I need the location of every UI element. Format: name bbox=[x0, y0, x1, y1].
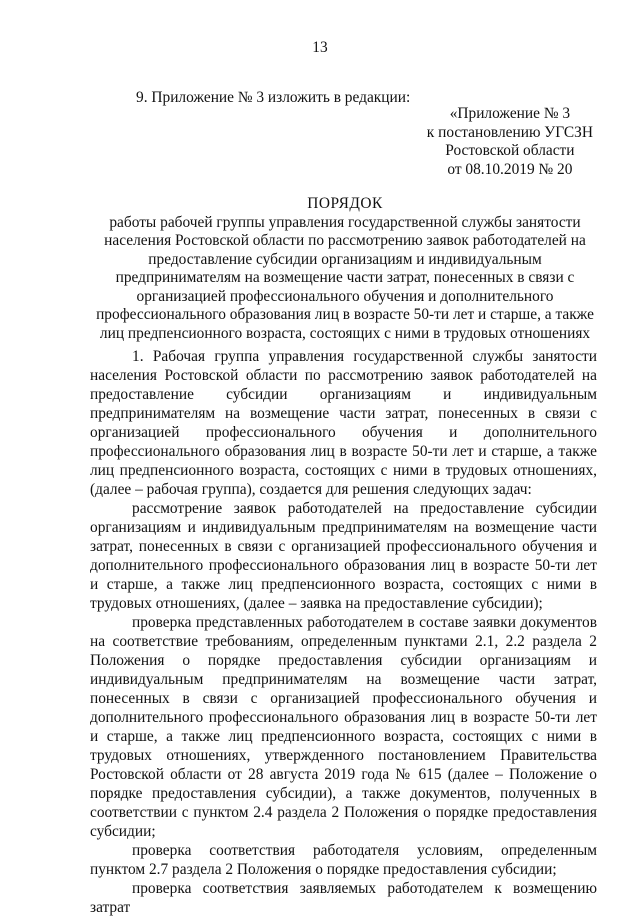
heading-line: лиц предпенсионного возраста, состоящих с ними в трудовых отношениях bbox=[99, 324, 591, 342]
annex-line: «Приложение № 3 bbox=[449, 105, 571, 122]
heading-line: организацией профессионального обучения и дополнительного bbox=[136, 287, 554, 305]
amendment-intro: 9. Приложение № 3 изложить в редакции: bbox=[136, 89, 411, 106]
annex-line: к постановлению УГСЗН bbox=[426, 123, 593, 141]
heading-line: населения Ростовской области по рассмотрению заявок работодателей на bbox=[104, 232, 586, 249]
annex-line: Ростовской области bbox=[445, 142, 575, 159]
body-paragraph: проверка соответствия работодателя условиям, определенным пунктом 2.7 раздела 2 Положения о порядке предоставления субсидии; bbox=[90, 842, 597, 878]
annex-line: от 08.10.2019 № 20 bbox=[447, 160, 573, 178]
body-paragraph: проверка соответствия заявляемых работодателем к возмещению затрат bbox=[90, 880, 597, 916]
annex-reference bbox=[427, 105, 593, 179]
body-paragraph: проверка представленных работодателем в составе заявки документов на соответствие требованиям, определенным пунктами 2.1, 2.2 раздела 2 Положения о порядке предоставления субсидии организациям и индивидуальным предпринимателям на возмещение части затрат, понесенных в связи с организацией профессионального обучения и дополнительного профессионального образования лиц в возрасте 50-ти лет и старше, а также лиц предпенсионного возраста, состоящих с ними в трудовых отношениях, утвержденного постановлением Правительства Ростовской области от 28 августа 2019 года № 615 (далее – Положение о порядке предоставления субсидии), а также документов, полученных в соответствии с пунктом 2.4 раздела 2 Положения о порядке предоставления субсидии; bbox=[90, 614, 597, 840]
document-heading bbox=[85, 195, 605, 343]
heading-line: профессионального образования лиц в возрасте 50-ти лет и старше, а также bbox=[96, 306, 594, 323]
document-body bbox=[90, 347, 597, 917]
heading-line: предпринимателям на возмещение части затрат, понесенных в связи с bbox=[115, 269, 575, 286]
body-paragraph: рассмотрение заявок работодателей на предоставление субсидии организациям и индивидуальным предпринимателям на возмещение части затрат, понесенных в связи с организацией профессионального обучения и дополнительного профессионального образования лиц в возрасте 50-ти лет и старше, а также лиц предпенсионного возраста, состоящих с ними в трудовых отношениях, (далее – заявка на предоставление субсидии); bbox=[90, 500, 597, 612]
heading-line: работы рабочей группы управления государственной службы занятости bbox=[109, 213, 581, 231]
heading-line: предоставление субсидии организациям и индивидуальным bbox=[148, 250, 542, 268]
body-paragraph: 1. Рабочая группа управления государственной службы занятости населения Ростовской области по рассмотрению заявок работодателей на предоставление субсидии организациям и индивидуальным предпринимателям на возмещение части затрат, понесенных в связи с организацией профессионального обучения и дополнительного профессионального образования лиц в возрасте 50-ти лет и старше, а также лиц предпенсионного возраста, состоящих с ними в трудовых отношениях, (далее – рабочая группа), создается для решения следующих задач: bbox=[90, 348, 597, 498]
page-number: 13 bbox=[312, 39, 328, 56]
document-title: ПОРЯДОК bbox=[307, 195, 383, 212]
